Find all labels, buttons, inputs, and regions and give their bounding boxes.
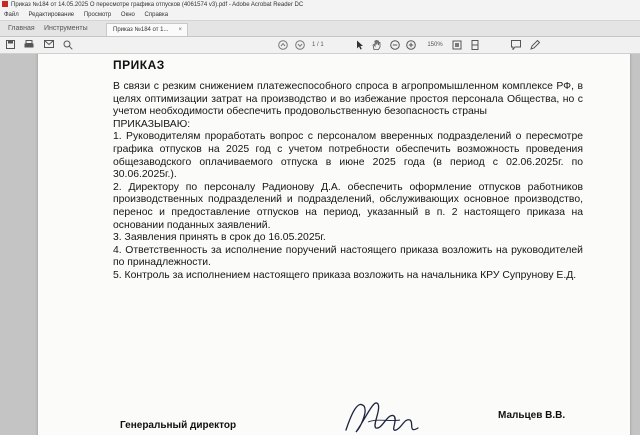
signatory-title: Генеральный директор <box>120 420 237 431</box>
menu-file[interactable]: Файл <box>4 12 19 18</box>
menu-view[interactable]: Просмотр <box>83 12 112 18</box>
order-item-4: 4. Ответственность за исполнение поручений настоящего приказа возложить на руководителей по принадлежности. <box>113 244 583 269</box>
hand-tool-icon[interactable] <box>372 40 382 50</box>
document-heading: ПРИКАЗ <box>113 58 165 72</box>
save-icon[interactable] <box>6 40 16 50</box>
tab-bar <box>0 21 640 37</box>
menu-help[interactable]: Справка <box>144 12 169 18</box>
preamble-paragraph: В связи с резким снижением платежеспособного спроса в агропромышленном комплексе РФ, в целях оптимизации затрат на производство и во избежание простоя персонала Общества, но с учетом необходимости обеспечить продовольственную безопасность страны <box>113 81 583 118</box>
scroll-mode-icon[interactable] <box>470 40 480 50</box>
tab-document[interactable] <box>106 23 188 36</box>
email-icon[interactable] <box>44 40 54 50</box>
page-total: / 1 <box>317 42 324 48</box>
close-icon[interactable]: × <box>178 27 182 33</box>
order-item-2: 2. Директору по персоналу Радионову Д.А. обеспечить оформление отпусков работников производственных подразделений и подразделений, обслуживающих основное производство, перенос и предоставление отпусков на период, указанный в п. 2 настоящего приказа на основании поданных заявлений. <box>113 181 583 231</box>
acrobat-app-icon <box>2 1 8 7</box>
zoom-in-icon[interactable] <box>406 40 416 50</box>
window-titlebar <box>0 0 640 10</box>
toolbar <box>0 37 640 54</box>
tab-home[interactable]: Главная <box>8 25 35 32</box>
menu-bar <box>0 10 640 21</box>
order-keyword: ПРИКАЗЫВАЮ: <box>113 118 191 130</box>
order-item-1: 1. Руководителям проработать вопрос с персоналом вверенных подразделений о пересмотре графика отпусков на 2025 год с учетом потребности обеспечить возможность проведения общезаводского оплачиваемого отпуска в июне 2025 года (в период с 02.06.2025г. по 30.06.2025г.). <box>113 131 583 181</box>
handwritten-signature <box>338 392 428 435</box>
page-number-input[interactable]: 1 <box>312 42 316 48</box>
document-viewport[interactable] <box>0 54 640 435</box>
pen-icon[interactable] <box>530 40 540 50</box>
zoom-level-dropdown[interactable]: 150% <box>427 42 443 48</box>
fit-page-icon[interactable] <box>452 40 462 50</box>
zoom-out-icon[interactable] <box>390 40 400 50</box>
tab-document-label: Приказ №184 от 1... <box>113 27 169 33</box>
tab-tools[interactable]: Инструменты <box>44 25 88 32</box>
window-title: Приказ №184 от 14.05.2025 О пересмотре графика отпусков (4061574 v3).pdf - Adobe Acrobat Reader DC <box>11 2 304 8</box>
page-indicator <box>312 40 324 50</box>
next-page-icon[interactable] <box>295 40 305 50</box>
menu-window[interactable]: Окно <box>120 12 135 18</box>
previous-page-icon[interactable] <box>278 40 288 50</box>
pdf-page <box>38 54 630 435</box>
comment-icon[interactable] <box>511 40 521 50</box>
search-icon[interactable] <box>63 40 73 50</box>
select-cursor-icon[interactable] <box>356 40 366 50</box>
print-icon[interactable] <box>24 40 34 50</box>
signatory-name: Мальцев В.В. <box>498 410 566 421</box>
order-item-5: 5. Контроль за исполнением настоящего приказа возложить на начальника КРУ Супрунову Е.Д. <box>113 269 577 281</box>
order-item-3: 3. Заявления принять в срок до 16.05.2025г. <box>113 232 326 244</box>
menu-edit[interactable]: Редактирование <box>28 12 75 18</box>
document-body <box>113 81 583 283</box>
